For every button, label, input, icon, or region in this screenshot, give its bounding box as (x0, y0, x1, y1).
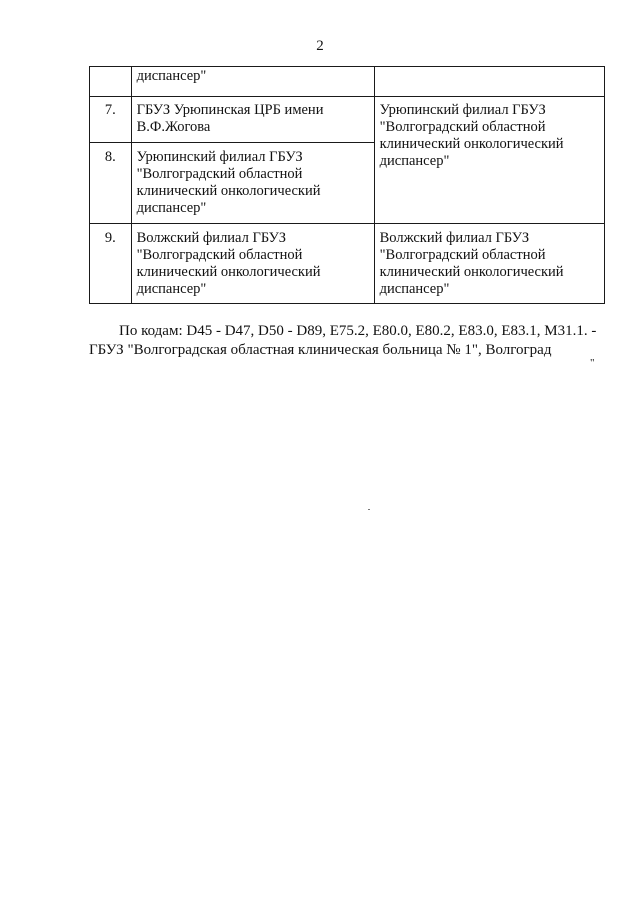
institution-cell (131, 143, 374, 224)
institution-cell (131, 97, 374, 143)
row-number-cell: 8. (90, 143, 132, 224)
institution-cell (131, 67, 374, 97)
assigned-dispensary-cell (374, 97, 604, 224)
institutions-table (89, 66, 605, 304)
codes-footnote (89, 322, 629, 360)
assigned-dispensary-cell (374, 224, 604, 304)
assigned-dispensary-name: Урюпинский филиал ГБУЗ "Волгоградский областной клинический онкологический диспансер" (379, 102, 564, 169)
assigned-dispensary-cell (374, 67, 604, 97)
row-number-cell (90, 67, 132, 97)
footnote-line: ГБУЗ "Волгоградская областная клиническая больница № 1", Волгоград (89, 342, 552, 358)
scan-speck (368, 509, 370, 510)
institution-name: диспансер" (136, 68, 207, 84)
table-row (90, 97, 605, 143)
institution-name: ГБУЗ Урюпинская ЦРБ имени В.Ф.Жогова (136, 102, 324, 135)
footnote-line: По кодам: D45 - D47, D50 - D89, E75.2, E80.0, E80.2, E83.0, E83.1, M31.1. - (119, 323, 597, 339)
page-number: 2 (316, 38, 324, 54)
institution-name: Волжский филиал ГБУЗ "Волгоградский областной клинический онкологический диспансер" (136, 230, 321, 297)
institution-cell (131, 224, 374, 304)
table-row (90, 224, 605, 304)
table-row (90, 67, 605, 97)
row-number-cell: 7. (90, 97, 132, 143)
institution-name: Урюпинский филиал ГБУЗ "Волгоградский областной клинический онкологический диспансер" (136, 149, 321, 216)
row-number-cell: 9. (90, 224, 132, 304)
closing-quote-mark: " (590, 357, 595, 369)
assigned-dispensary-name: Волжский филиал ГБУЗ "Волгоградский областной клинический онкологический диспансер" (379, 230, 564, 297)
